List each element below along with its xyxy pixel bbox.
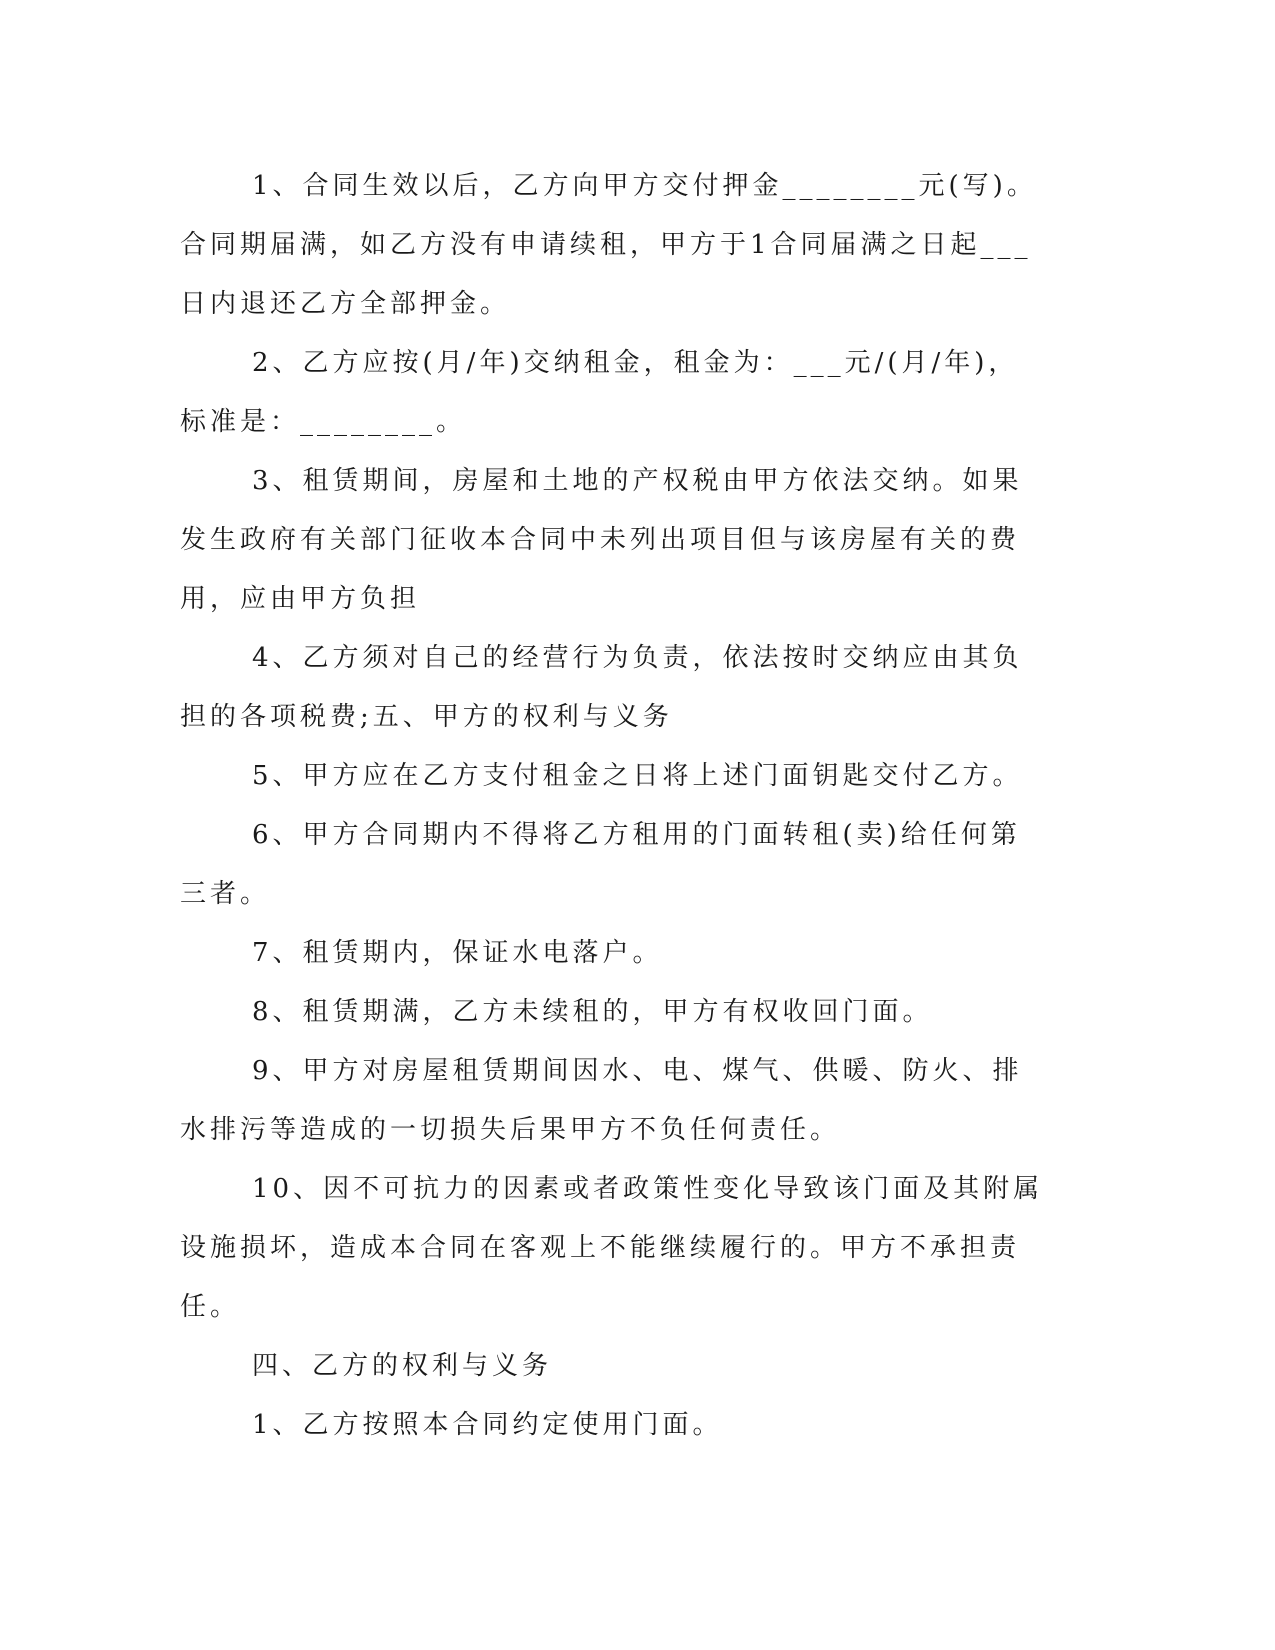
document-body <box>180 157 1048 1455</box>
clause-force-majeure: 10、因不可抗力的因素或者政策性变化导致该门面及其附属设施损坏，造成本合同在客观上不能继续履行的。甲方不承担责任。 <box>180 1174 1044 1322</box>
section-heading-tenant-rights: 四、乙方的权利与义务 <box>252 1351 553 1381</box>
clause-no-sublease: 6、甲方合同期内不得将乙方租用的门面转租(卖)给任何第三者。 <box>180 820 1021 909</box>
clause-utilities: 7、租赁期内，保证水电落户。 <box>252 938 663 968</box>
clause-rent-payment: 2、乙方应按(月/年)交纳租金，租金为：___元/(月/年)，标准是：________。 <box>180 348 1019 437</box>
clause-business-tax: 4、乙方须对自己的经营行为负责，依法按时交纳应由其负担的各项税费;五、甲方的权利与义务 <box>180 643 1023 732</box>
clause-liability-exemption: 9、甲方对房屋租赁期间因水、电、煤气、供暖、防火、排水排污等造成的一切损失后果甲方不负任何责任。 <box>180 1056 1023 1145</box>
clause-tenant-use: 1、乙方按照本合同约定使用门面。 <box>252 1410 723 1440</box>
clause-key-delivery: 5、甲方应在乙方支付租金之日将上述门面钥匙交付乙方。 <box>252 761 1023 791</box>
clause-property-tax: 3、租赁期间，房屋和土地的产权税由甲方依法交纳。如果发生政府有关部门征收本合同中未列出项目但与该房屋有关的费用，应由甲方负担 <box>180 466 1023 614</box>
clause-deposit: 1、合同生效以后，乙方向甲方交付押金________元(写)。合同期届满，如乙方没有申请续租，甲方于1合同届满之日起___日内退还乙方全部押金。 <box>180 171 1037 319</box>
clause-recovery: 8、租赁期满，乙方未续租的，甲方有权收回门面。 <box>252 997 933 1027</box>
